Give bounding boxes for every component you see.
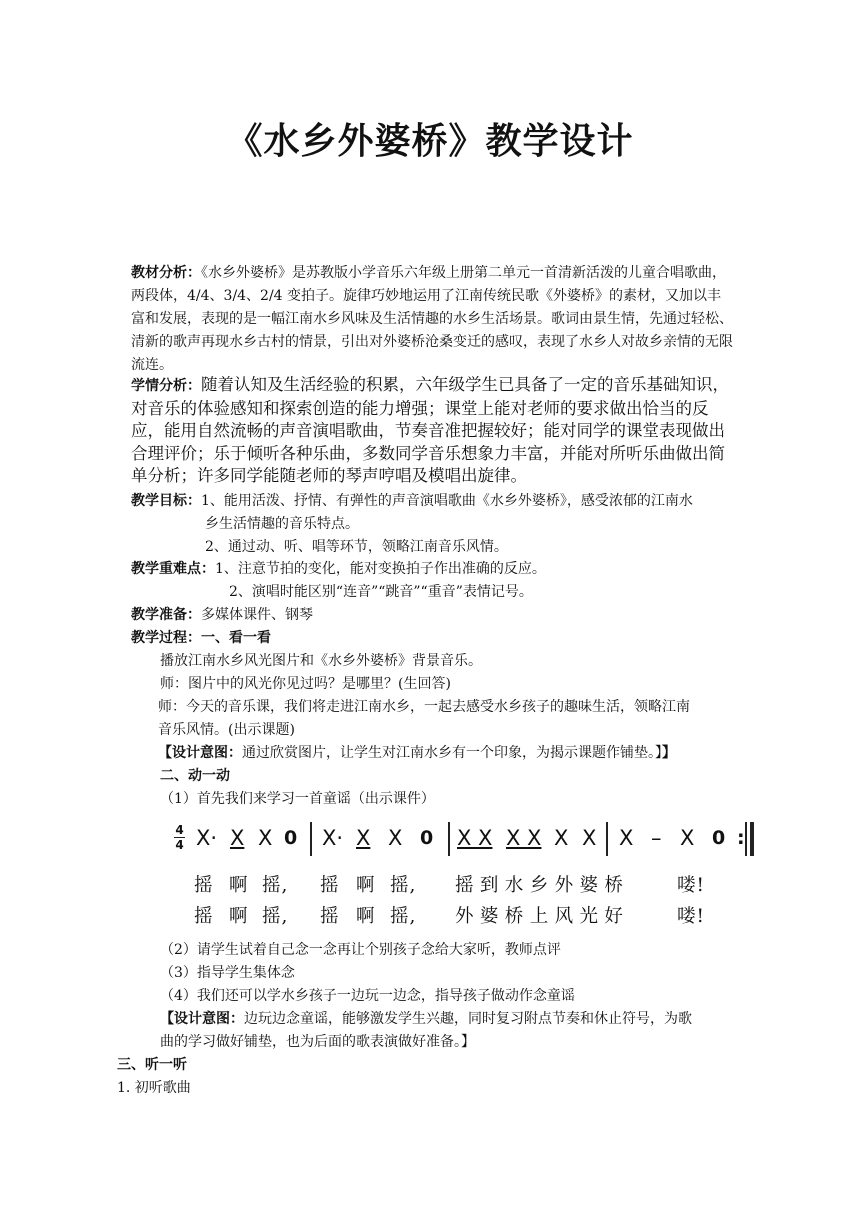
lyric-phrase: 外婆桥上风光好	[455, 906, 630, 927]
lyric: 摇,	[390, 906, 417, 927]
keypoints-item2: 2、演唱时能区别“连音”“跳音”“重音”表情记号。	[229, 584, 533, 600]
process-step3: 三、听一听	[117, 1057, 187, 1073]
prep-line	[131, 604, 313, 624]
note: X	[582, 826, 597, 850]
note: X	[230, 826, 245, 850]
goals-item2: 2、通过动、听、唱等环节，领略江南音乐风情。	[205, 539, 508, 555]
lyric: 摇	[194, 875, 214, 896]
lyric: 摇,	[390, 875, 417, 896]
analysis-text: 《水乡外婆桥》是苏教版小学音乐六年级上册第二单元一首清新活泼的儿童合唱歌曲，两段体，4/4、3/4、2/4 变拍子。旋律巧妙地运用了江南传统民歌《外婆桥》的素材，又加以丰富和发展，表现的是一幅江南水乡风味及生活情趣的水乡生活场景。歌词由景生情，先通过轻松、清新的歌声再现水乡古村的情景，引出对外婆桥沧桑变迁的感叹，表现了水乡人对故乡亲情的无限流连。	[131, 265, 733, 373]
lyric: 摇	[320, 875, 340, 896]
intent2-label: 【设计意图：	[160, 1011, 244, 1027]
process-line2: 师：图片中的风光你见过吗？是哪里？(生回答)	[160, 676, 451, 692]
intent1-text: 通过欣赏图片，让学生对江南水乡有一个印象，为揭示课题作铺垫。】	[242, 745, 662, 761]
time-signature-bottom: 4	[175, 838, 184, 852]
intent2-line-a	[160, 1008, 692, 1028]
process-line	[131, 627, 271, 647]
intent2-text-a: 边玩边念童谣，能够激发学生兴趣，同时复习附点节奏和休止符号，为歌	[244, 1011, 692, 1027]
process-step2: 二、动一动	[160, 768, 230, 784]
barline	[448, 822, 450, 856]
process-s2-3: （3）指导学生集体念	[160, 965, 295, 981]
process-line1: 播放江南水乡风光图片和《水乡外婆桥》背景音乐。	[160, 653, 482, 669]
rest: 0	[420, 827, 434, 849]
lyric: 喽!	[677, 875, 705, 896]
analysis-section	[131, 262, 733, 377]
students-label: 学情分析：	[131, 378, 201, 394]
intent2-line-b	[160, 1031, 475, 1051]
repeat-dots: :	[737, 827, 745, 849]
process-line3a: 师：今天的音乐课，我们将走进江南水乡，一起去感受水乡孩子的趣味生活，领略江南	[158, 699, 690, 715]
note-pair: X X	[457, 826, 493, 850]
note: X·	[196, 826, 218, 850]
barline	[310, 822, 312, 856]
repeat-barline-thin	[745, 822, 747, 856]
lyric-phrase: 摇到水乡外婆桥	[455, 875, 630, 896]
repeat-barline-thick	[750, 822, 754, 856]
goals-item1a: 1、能用活泼、抒情、有弹性的声音演唱歌曲《水乡外婆桥》，感受浓郁的江南水	[201, 493, 693, 509]
lyric: 啊	[229, 875, 249, 896]
process-label: 教学过程：	[131, 630, 201, 646]
lyric: 喽!	[677, 906, 705, 927]
lyric: 摇,	[262, 906, 289, 927]
lyric: 啊	[229, 906, 249, 927]
intent1-line: 【设计意图：通过欣赏图片，让学生对江南水乡有一个印象，为揭示课题作铺垫。】】	[158, 745, 676, 761]
rest: 0	[284, 827, 298, 849]
keypoints-label: 教学重难点：	[131, 561, 215, 577]
students-text: 随着认知及生活经验的积累，六年级学生已具备了一定的音乐基础知识，对音乐的体验感知和探索创造的能力增强；课堂上能对老师的要求做出恰当的反应，能用自然流畅的声音演唱歌曲，节奏音准把握较好；能对同学的课堂表现做出合理评价；乐于倾听各种乐曲，多数同学音乐想象力丰富，并能对所听乐曲做出简单分析；许多同学能随老师的琴声哼唱及模唱出旋律。	[131, 375, 729, 485]
note: X·	[322, 826, 344, 850]
goals-label: 教学目标：	[131, 493, 201, 509]
note: X	[356, 826, 371, 850]
note: X	[554, 826, 569, 850]
students-section	[131, 374, 733, 488]
process-s2-1: （1）首先我们来学习一首童谣（出示课件）	[160, 791, 435, 807]
page-title: 《水乡外婆桥》教学设计	[226, 120, 634, 162]
process-step1: 一、看一看	[201, 630, 271, 646]
note-pair: X X	[506, 826, 542, 850]
lyric: 摇	[320, 906, 340, 927]
lyric: 摇	[194, 906, 214, 927]
note: X	[680, 826, 695, 850]
process-line3b: 音乐风情。(出示课题)	[158, 722, 295, 738]
intent1-label: 【设计意图：	[158, 745, 242, 761]
lyric: 啊	[356, 875, 376, 896]
note: X	[388, 826, 403, 850]
lyric: 摇,	[262, 875, 289, 896]
process-s2-2: （2）请学生试着自己念一念再让个别孩子念给大家听，教师点评	[160, 942, 561, 958]
keypoints-item1: 1、注意节拍的变化，能对变换拍子作出准确的反应。	[215, 561, 546, 577]
process-s2-4: （4）我们还可以学水乡孩子一边玩一边念，指导孩子做动作念童谣	[160, 988, 575, 1004]
analysis-label: 教材分析：	[131, 265, 201, 281]
keypoints-line1	[131, 558, 546, 578]
dash: –	[651, 826, 662, 850]
rest: 0	[712, 827, 726, 849]
rhythm-score	[172, 818, 758, 862]
prep-label: 教学准备：	[131, 607, 201, 623]
note: X	[258, 826, 273, 850]
note: X	[619, 826, 634, 850]
time-signature-top: 4	[175, 823, 184, 837]
goals-item1b: 乡生活情趣的音乐特点。	[205, 516, 359, 532]
goals-line1	[131, 490, 693, 510]
time-signature	[174, 824, 185, 851]
prep-text: 多媒体课件、钢琴	[201, 607, 313, 623]
barline	[606, 822, 608, 856]
intent2-text-b: 曲的学习做好铺垫，也为后面的歌表演做好准备。】	[160, 1034, 475, 1050]
process-s3-1: 1. 初听歌曲	[117, 1080, 191, 1096]
lyric: 啊	[356, 906, 376, 927]
